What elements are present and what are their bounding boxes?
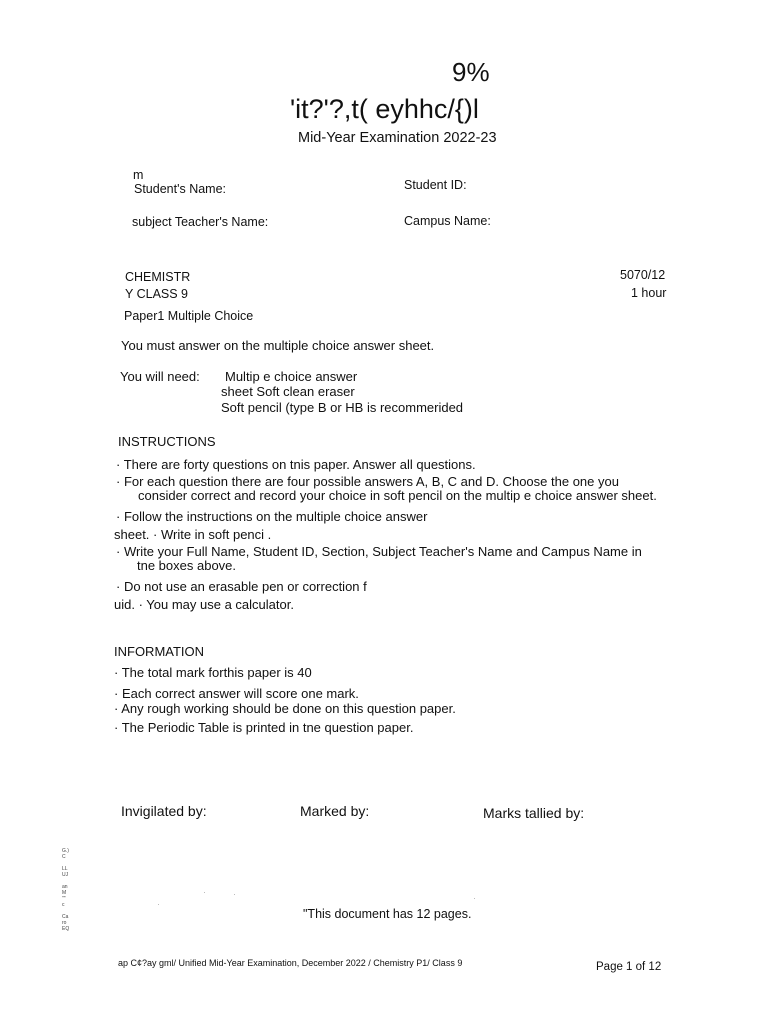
instruction-item: uid. · You may use a calculator. — [114, 597, 294, 612]
answer-note: You must answer on the multiple choice answer sheet. — [121, 338, 435, 353]
student-id-label: Student ID: — [404, 178, 467, 192]
marks-tallied-by-label: Marks tallied by: — [483, 805, 585, 821]
scan-dot — [158, 904, 159, 905]
scan-dot — [234, 894, 235, 895]
margin-vertical-text: G.) C LL UJ an M "" c Ca ro EQ — [62, 848, 70, 932]
teacher-name-label: subject Teacher's Name: — [132, 215, 269, 229]
need-line-1: Multip e choice answer — [225, 369, 358, 384]
instructions-heading: INSTRUCTIONS — [118, 434, 216, 449]
header-percent: 9% — [452, 57, 490, 87]
paper-title: Paper1 Multiple Choice — [124, 309, 254, 323]
need-label: You will need: — [120, 369, 200, 384]
information-heading: INFORMATION — [114, 644, 205, 659]
need-line-2: sheet Soft clean eraser — [221, 384, 355, 399]
information-item: · Each correct answer will score one mark. — [114, 686, 359, 701]
instruction-item: · Write your Full Name, Student ID, Section, Subject Teacher's Name and Campus Name in — [116, 544, 642, 559]
scan-dot — [204, 892, 205, 893]
exam-title: Mid-Year Examination 2022-23 — [298, 130, 497, 146]
paper-duration: 1 hour — [631, 286, 667, 300]
marked-by-label: Marked by: — [300, 803, 370, 819]
instruction-item: tne boxes above. — [137, 558, 237, 573]
school-logo-text: 'it?'?,t( eyhhc/{)l — [290, 94, 479, 124]
instruction-item: · For each question there are four possible answers A, B, C and D. Choose the one you — [116, 474, 619, 489]
instruction-item: · There are forty questions on tnis paper. Answer all questions. — [116, 457, 476, 472]
information-item: · The total mark forthis paper is 40 — [114, 665, 312, 680]
subject-line-2: Y CLASS 9 — [125, 287, 189, 301]
subject-line-1: CHEMISTR — [125, 270, 191, 284]
page-number: Page 1 of 12 — [596, 961, 662, 973]
scan-dot — [474, 898, 475, 899]
need-line-3: Soft pencil (type B or HB is recommerided — [221, 400, 464, 415]
instruction-item: sheet. · Write in soft penci . — [114, 527, 272, 542]
running-footer: ap C¢?ay gml/ Unified Mid-Year Examination, December 2022 / Chemistry P1/ Class 9 — [118, 958, 463, 968]
campus-name-label: Campus Name: — [404, 214, 491, 228]
student-name-label: Student's Name: — [134, 182, 227, 196]
instruction-item: · Follow the instructions on the multiple choice answer — [116, 509, 428, 524]
information-item: · Any rough working should be done on this question paper. — [114, 701, 456, 716]
instruction-item: · Do not use an erasable pen or correction f — [116, 579, 367, 594]
instruction-item: consider correct and record your choice in soft pencil on the multip e choice answer sheet. — [138, 488, 657, 503]
invigilated-by-label: Invigilated by: — [121, 803, 207, 819]
page-count-note: "This document has 12 pages. — [303, 907, 472, 921]
paper-code: 5070/12 — [620, 268, 666, 282]
m-mark: m — [133, 168, 144, 182]
information-item: · The Periodic Table is printed in tne question paper. — [114, 720, 414, 735]
